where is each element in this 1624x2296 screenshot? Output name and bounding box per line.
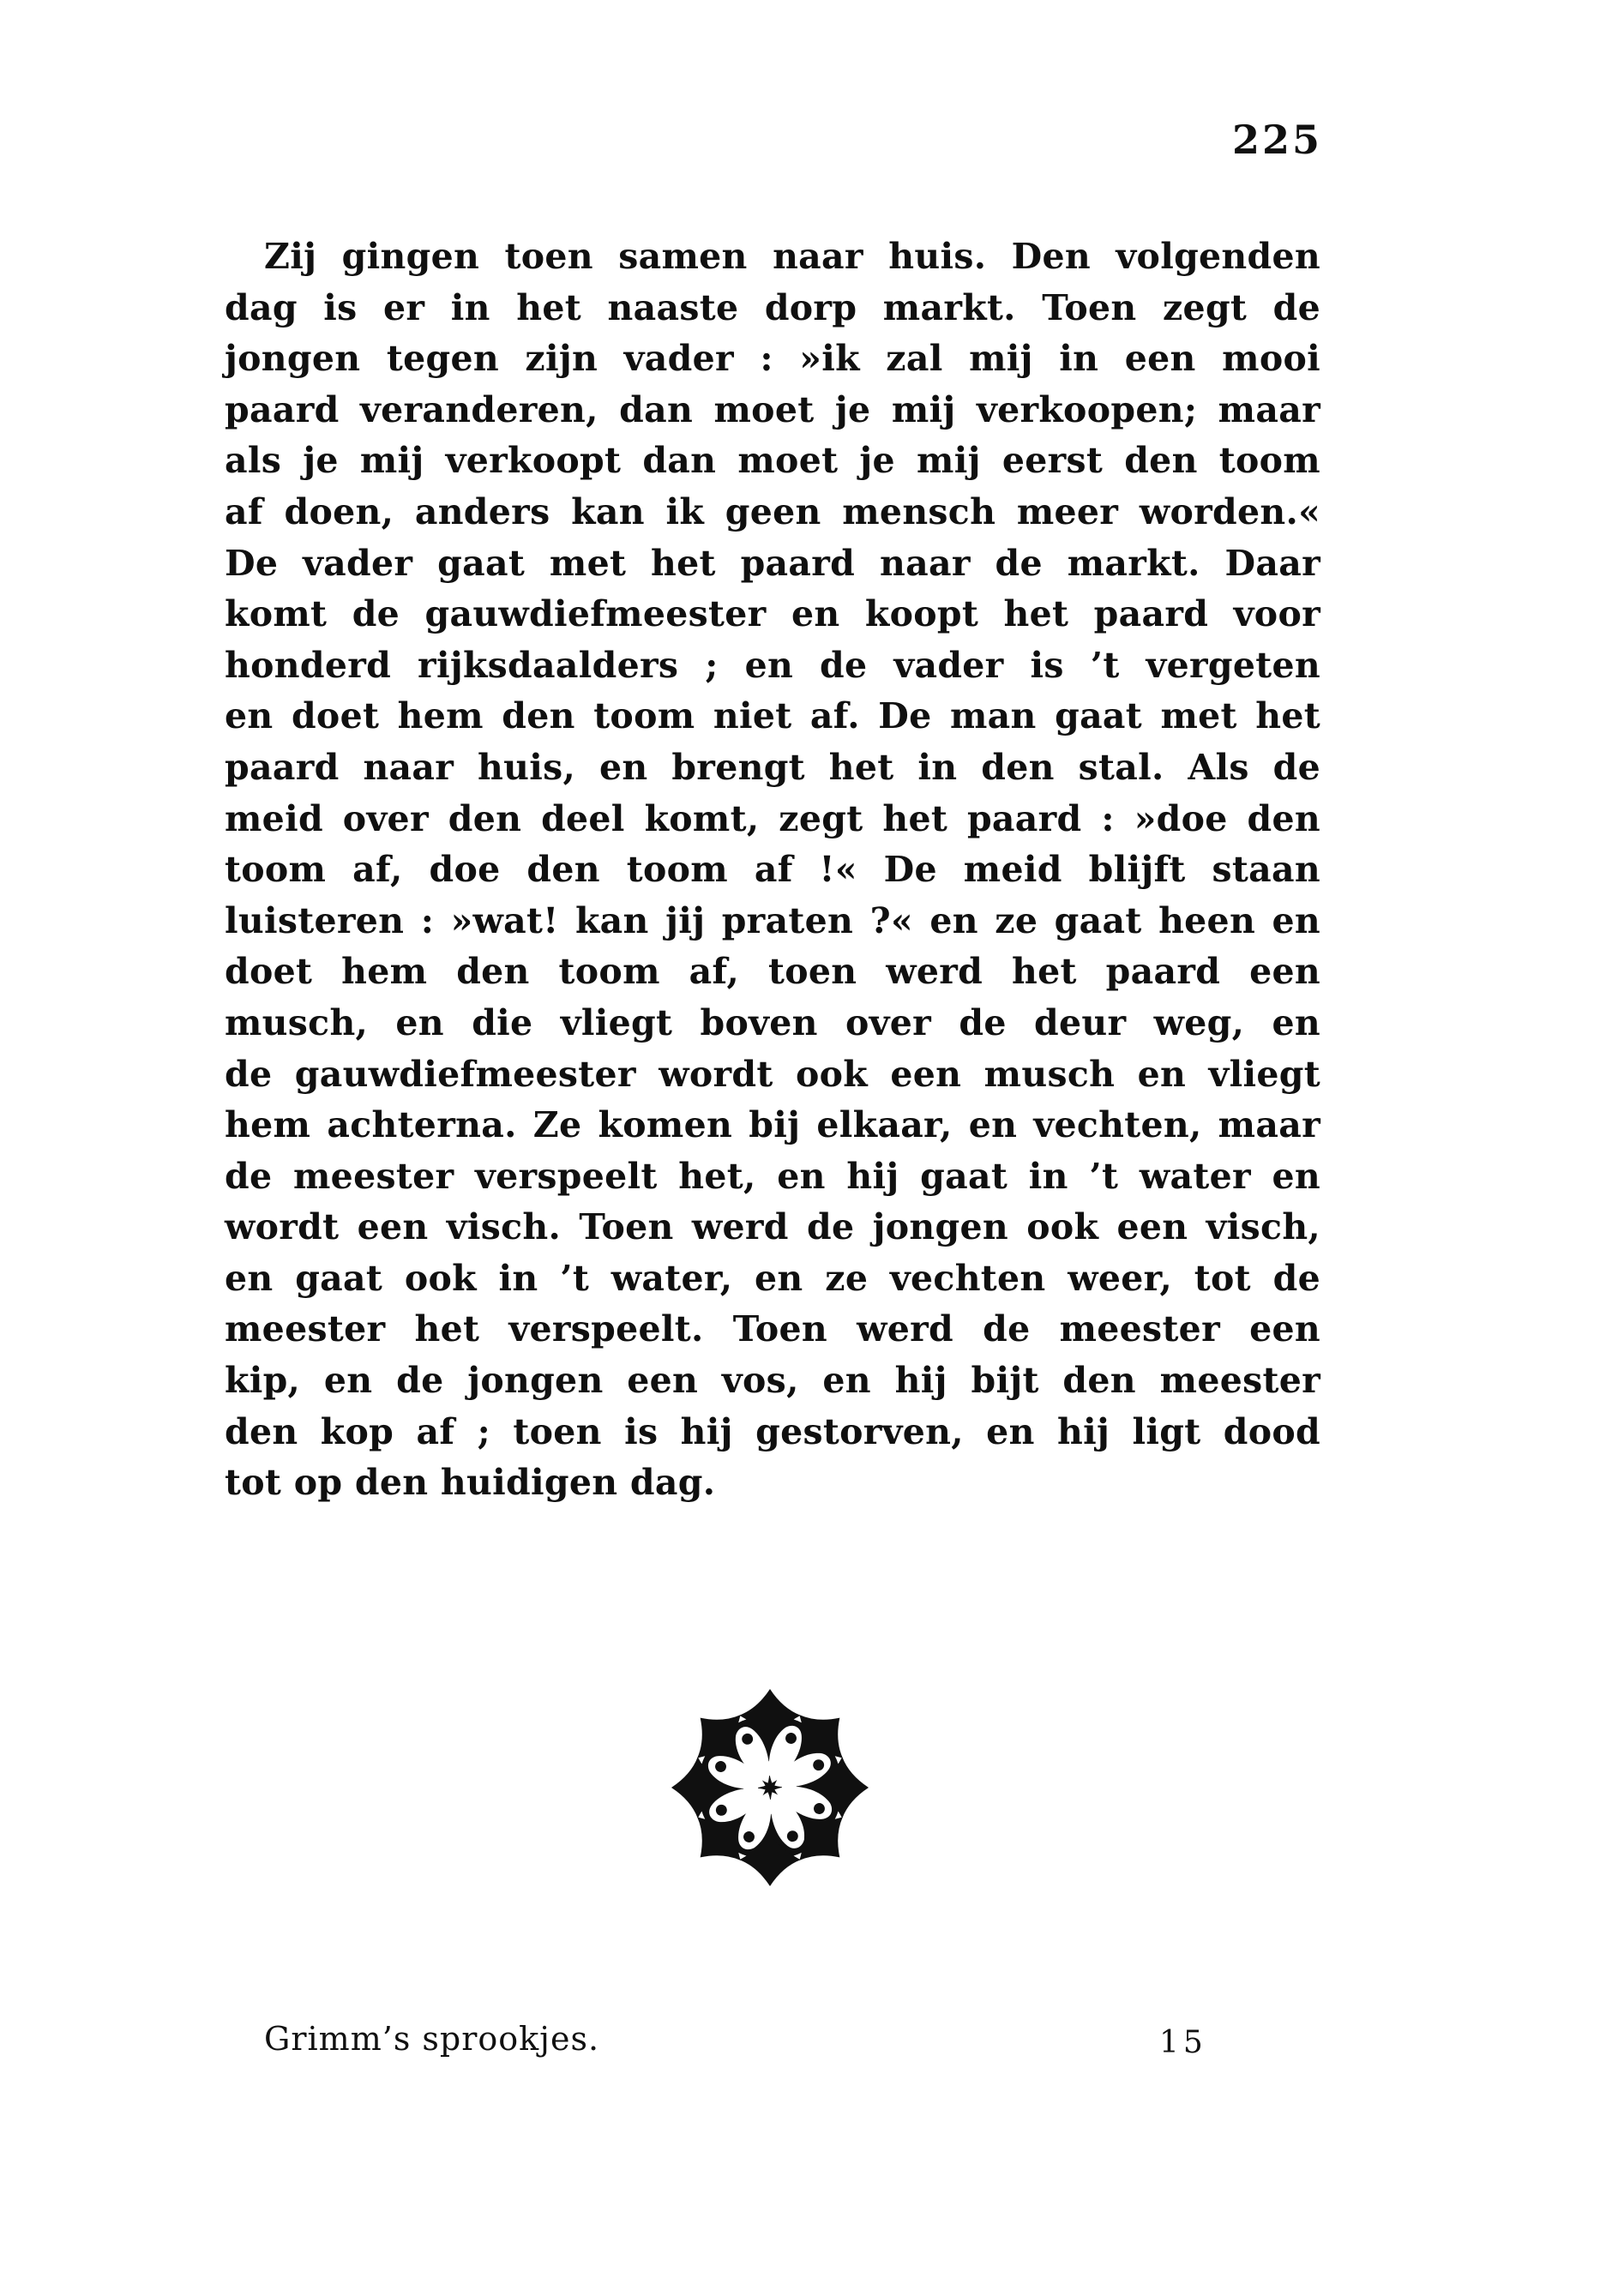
text-line: paard naar huis, en brengt het in den stal. Als de [225, 746, 1320, 788]
text-line: jongen tegen zijn vader : »ik zal mij in een mooi [225, 338, 1320, 380]
text-line: en doet hem den toom niet af. De man gaat met het [225, 695, 1320, 737]
text-line: luisteren : »wat! kan jij praten ?« en ze gaat heen en [225, 899, 1320, 941]
running-footer-book-title: Grimm’s sprookjes. [264, 2020, 600, 2058]
text-line: de meester verspeelt het, en hij gaat in ’t water en [225, 1155, 1320, 1197]
printer-signature-number: 15 [1159, 2025, 1207, 2060]
text-line: meid over den deel komt, zegt het paard : »doe den [225, 797, 1320, 839]
text-line: toom af, doe den toom af !« De meid blijft staan [225, 849, 1320, 891]
text-line: De vader gaat met het paard naar de markt. Daar [225, 542, 1320, 584]
text-line: komt de gauwdiefmeester en koopt het paard voor [225, 593, 1320, 635]
text-line: meester het verspeelt. Toen werd de meester een [225, 1308, 1320, 1350]
floral-rosette-ornament [668, 1686, 872, 1890]
text-line: doet hem den toom af, toen werd het paard een [225, 951, 1320, 993]
text-line: als je mij verkoopt dan moet je mij eerst den toom [225, 440, 1320, 482]
text-line: honderd rijksdaalders ; en de vader is ’t vergeten [225, 644, 1320, 686]
text-line: dag is er in het naaste dorp markt. Toen zegt de [225, 286, 1320, 328]
text-line: musch, en die vliegt boven over de deur weg, en [225, 1001, 1320, 1043]
text-line: af doen, anders kan ik geen mensch meer worden.« [225, 490, 1320, 532]
text-line: tot op den huidigen dag. [225, 1462, 716, 1504]
text-line: den kop af ; toen is hij gestorven, en hij ligt dood [225, 1410, 1320, 1452]
text-line: de gauwdiefmeester wordt ook een musch en vliegt [225, 1053, 1320, 1095]
text-line: hem achterna. Ze komen bij elkaar, en vechten, maar [225, 1104, 1320, 1146]
text-line: paard veranderen, dan moet je mij verkoopen; maar [225, 388, 1320, 430]
text-line: wordt een visch. Toen werd de jongen ook een visch, [225, 1206, 1320, 1248]
page-number: 225 [1231, 117, 1322, 163]
text-line: en gaat ook in ’t water, en ze vechten weer, tot de [225, 1257, 1320, 1299]
story-paragraph [225, 231, 1320, 1509]
text-line: kip, en de jongen een vos, en hij bijt den meester [225, 1360, 1320, 1402]
text-line: Zij gingen toen samen naar huis. Den volgenden [264, 236, 1320, 277]
